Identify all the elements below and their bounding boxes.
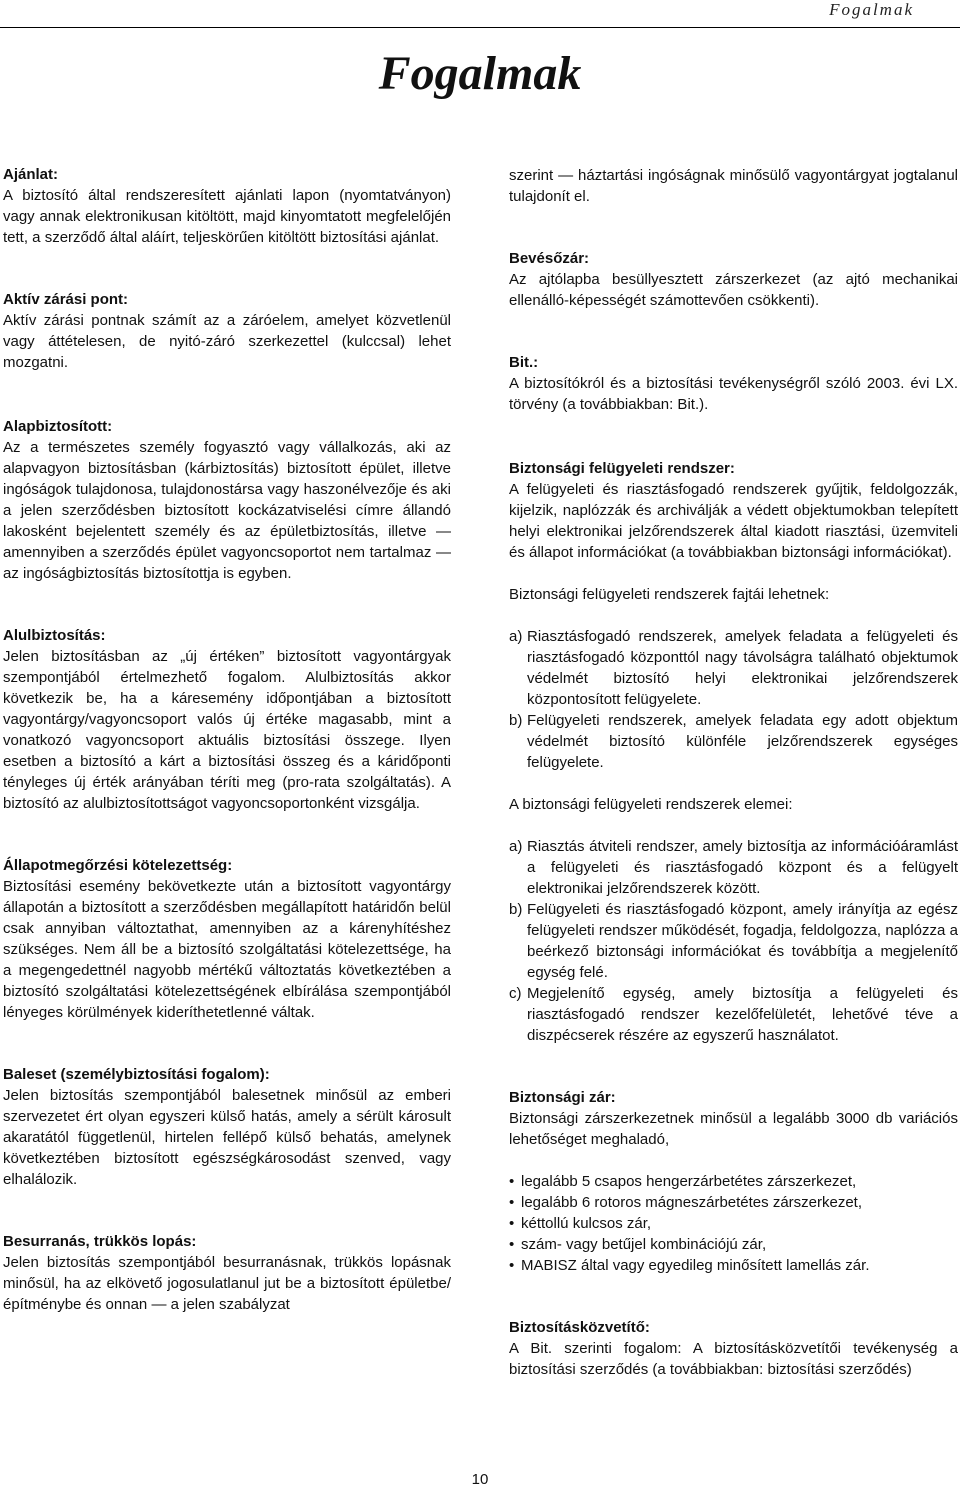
list-item [509, 710, 958, 773]
term-alapbiztositott: Alapbiztosított: [3, 418, 113, 435]
list-item [509, 836, 958, 899]
definition-allapotmegorzesi-kotelezettseg: Biztosítási esemény bekövetkezte után a biztosított vagyontárgy állapotán a biztosított a szerződésben megállapított határidőn belül csak annyiban változtathat, amennyiben az a kárenyhítéshez szükséges. Nem áll be a biztosító szolgáltatási kötelezettsége, ha a megengedettnél nagyobb mértékű változtatás következtében a biztosító szolgáltatási kötelezettségének elbírálása szempontjából lényeges körülmények kideríthetetlenné váltak. [3, 878, 451, 1021]
entry-bit [509, 353, 958, 415]
continuation-text: szerint — háztartási ingóságnak minősülő vagyontárgyat jogtalanul tulajdonít el. [509, 167, 958, 205]
entry-besurranas [3, 1232, 451, 1315]
entry-ajanlat [3, 165, 451, 248]
bullet-item: • kéttollú kulcsos zár, [509, 1213, 958, 1234]
list-item-text: Megjelenítő egység, amely biztosítja a felügyeleti és riasztásfogadó rendszer kezelőfelületét, lehetővé téve a diszpécserek részére az egyszerű használatot. [527, 985, 958, 1044]
bullet-item: • legalább 6 rotoros mágneszárbetétes zárszerkezet, [509, 1192, 958, 1213]
list-item [509, 899, 958, 983]
bullet-item: • legalább 5 csapos hengerzárbetétes zárszerkezet, [509, 1171, 958, 1192]
entry-biztonsagi-zar [509, 1088, 958, 1276]
bullet-item: • MABISZ által vagy egyedileg minősített lamellás zár. [509, 1255, 958, 1276]
term-baleset: Baleset (személybiztosítási fogalom): [3, 1066, 270, 1083]
term-biztonsagi-felugyeleti-rendszer: Biztonsági felügyeleti rendszer: [509, 460, 735, 477]
entry-alapbiztositott [3, 417, 451, 584]
definition-alapbiztositott: Az a természetes személy fogyasztó vagy vállalkozás, aki az alapvagyon biztosításban (kárbiztosítás) biztosított épület, illetve ingóságok tulajdonosa, tulajdonostársa vagy haszonélvezője és aki a jelen szerződésben biztosított kockázatviselési címre állandó lakosként bejelentett személy és az épületbiztosítás, illetve — amennyiben a szerződés épület vagyoncsoportot nem tartalmaz — az ingóságbiztosítás biztosítottja is egyben. [3, 439, 451, 582]
list-marker: a) [509, 628, 523, 645]
page-number: 10 [471, 1471, 489, 1488]
list-marker: c) [509, 985, 522, 1002]
list-marker: b) [509, 901, 523, 918]
term-biztositaskozvetito: Biztosításközvetítő: [509, 1319, 650, 1336]
list-item-text: Felügyeleti és riasztásfogadó központ, amely irányítja az egész felügyeleti rendszer működését, fogadja, feldolgozza, naplózza a beérkező biztonsági információkat és továbbítja a megjelenítő egység felé. [527, 901, 958, 981]
entry-aktiv-zarasi-pont [3, 290, 451, 373]
definition-biztonsagi-zar: Biztonsági zárszerkezetnek minősül a legalább 3000 db variációs lehetőséget meghaladó, [509, 1110, 958, 1148]
list-item-text: Riasztás átviteli rendszer, amely biztosítja az információáramlást a felügyeleti és riasztásfogadó központ és a felügyelt elektronikai jelzőrendszerek között. [527, 838, 958, 897]
term-biztonsagi-zar: Biztonsági zár: [509, 1089, 616, 1106]
definition-biztositaskozvetito: A Bit. szerinti fogalom: A biztosításközvetítői tevékenység a biztosítási szerződés (a továbbiakban: biztosítási szerződés) [509, 1340, 958, 1378]
zar-bullet-list [509, 1171, 958, 1276]
list-item [509, 983, 958, 1046]
list-item [509, 626, 958, 710]
definition-ajanlat: A biztosító által rendszeresített ajánlati lapon (nyomtatványon) vagy annak elektronikusan kitöltött, majd kinyomtatott megfelelőjén tett, a szerződő által aláírt, teljeskörűen kitöltött biztosítási ajánlat. [3, 187, 451, 246]
right-column [509, 165, 958, 1380]
types-intro: Biztonsági felügyeleti rendszerek fajtái lehetnek: [509, 586, 830, 603]
term-ajanlat: Ajánlat: [3, 166, 59, 183]
types-list [509, 626, 958, 773]
entry-alulbiztositas [3, 626, 451, 814]
term-aktiv-zarasi-pont: Aktív zárási pont: [3, 291, 129, 308]
definition-alulbiztositas: Jelen biztosításban az „új értéken” biztosított vagyontárgyak szempontjából értelmezhető fogalom. Alulbiztosítás akkor következik be, ha a káresemény időpontjában a biztosított vagyontárgy/vagyoncsoport valós új értéke magasabb, mint a vonatkozó vagyoncsoport aktuális biztosítási összege. Ilyen esetben a biztosító a kárt a biztosítási összeg és a káridőponti tényleges új érték arányában téríti meg (pro-rata szolgáltatás). A biztosító az alulbiztosítottságot vagyoncsoportonként vizsgálja. [3, 648, 451, 812]
elements-list [509, 836, 958, 1046]
entry-baleset [3, 1065, 451, 1190]
bullet-item: • szám- vagy betűjel kombinációjú zár, [509, 1234, 958, 1255]
list-marker: a) [509, 838, 523, 855]
term-alulbiztositas: Alulbiztosítás: [3, 627, 106, 644]
page-title: Fogalmak [378, 47, 582, 100]
entry-biztositaskozvetito [509, 1318, 958, 1380]
definition-aktiv-zarasi-pont: Aktív zárási pontnak számít az a záróelem, amelyet közvetlenül vagy áttételesen, de nyitó-záró szerkezettel (kulccsal) lehet mozgatni. [3, 312, 451, 371]
entry-bevesozar [509, 249, 958, 311]
definition-bit: A biztosítókról és a biztosítási tevékenységről szóló 2003. évi LX. törvény (a továbbiakban: Bit.). [509, 375, 958, 413]
term-allapotmegorzesi-kotelezettseg: Állapotmegőrzési kötelezettség: [3, 857, 233, 874]
definition-biztonsagi-felugyeleti-rendszer: A felügyeleti és riasztásfogadó rendszerek gyűjtik, feldolgozzák, kijelzik, naplózzák és archiválják a védett objektumokban telepített helyi elektronikai jelzőrendszerek által kiadott riasztási, üzemviteli és állapot információkat (a továbbiakban biztonsági információkat). [509, 481, 958, 561]
running-head: Fogalmak [829, 0, 914, 19]
entry-biztonsagi-felugyeleti-rendszer [509, 459, 958, 1046]
list-item-text: Felügyeleti rendszerek, amelyek feladata egy adott objektum védelmét biztosító különféle jelzőrendszerek egységes felügyelete. [527, 712, 958, 771]
entry-allapotmegorzesi-kotelezettseg [3, 856, 451, 1023]
left-column [3, 165, 451, 1315]
definition-besurranas: Jelen biztosítás szempontjából besurranásnak, trükkös lopásnak minősül, ha az elkövető jogosulatlanul jut be a biztosított épületbe/építménybe és onnan — a jelen szabályzat [3, 1254, 451, 1313]
header-rule [0, 27, 960, 28]
list-marker: b) [509, 712, 523, 729]
list-item-text: Riasztásfogadó rendszerek, amelyek feladata a felügyeleti és riasztásfogadó központtól nagy távolságra található objektumok védelmét biztosító helyi elektronikai jelzőrendszerek központosított felügyelete. [527, 628, 958, 708]
term-besurranas: Besurranás, trükkös lopás: [3, 1233, 197, 1250]
term-bevesozar: Bevésőzár: [509, 250, 590, 267]
elements-intro: A biztonsági felügyeleti rendszerek elemei: [509, 796, 793, 813]
definition-baleset: Jelen biztosítás szempontjából balesetnek minősül az emberi szervezetet ért olyan egyszeri külső hatás, amely a sérült károsult akaratától függetlenül, hirtelen fellépő külső behatás, amelynek következtében biztosított egészségkárosodást szenved, vagy elhalálozik. [3, 1087, 451, 1188]
definition-bevesozar: Az ajtólapba besüllyesztett zárszerkezet (az ajtó mechanikai ellenálló-képességét számottevően csökkenti). [509, 271, 958, 309]
term-bit: Bit.: [509, 354, 539, 371]
